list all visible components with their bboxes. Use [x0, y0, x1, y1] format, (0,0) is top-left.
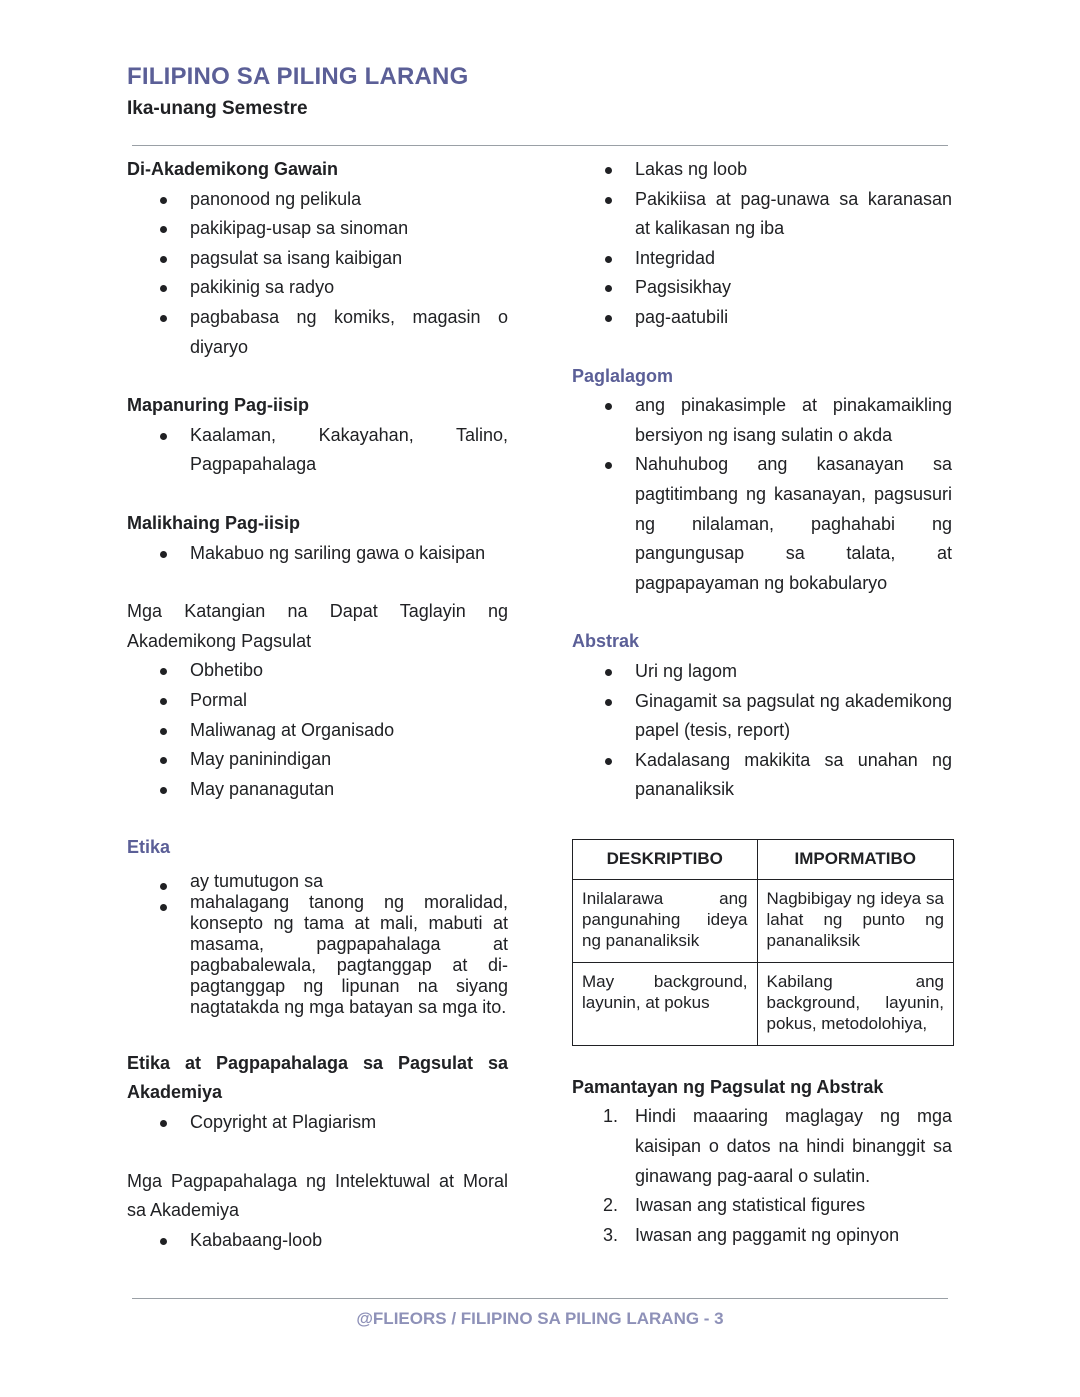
list-item: Copyright at Plagiarism [127, 1108, 508, 1138]
list-malikhaing [127, 539, 508, 569]
list-item: pakikinig sa radyo [127, 273, 508, 303]
list-abstrak [572, 657, 952, 805]
list-item: Pormal [127, 686, 508, 716]
list-number: 1. [603, 1106, 619, 1127]
list-item: Ginagamit sa pagsulat ng akademikong papel (tesis, report) [572, 687, 952, 746]
left-column [127, 155, 508, 1255]
list-item: Uri ng lagom [572, 657, 952, 687]
list-item [572, 1191, 952, 1221]
section-heading-mapanuring: Mapanuring Pag-iisip [127, 395, 310, 416]
list-item-text: Iwasan ang statistical figures [635, 1195, 866, 1216]
list-mapanuring [127, 421, 508, 480]
table-row [573, 879, 954, 962]
list-item: mahalagang tanong ng moralidad, konsepto ng tama at mali, mabuti at masama, pagpapahalaga at pagbabalewala, pagtanggap at di-pagtanggap ng lipunan na siyang nagtatakda ng mga batayan sa mga ito. [127, 892, 508, 1018]
table-cell: Nagbibigay ng ideya sa lahat ng punto ng pananaliksik [757, 879, 954, 962]
header-divider [132, 145, 948, 146]
list-item: panonood ng pelikula [127, 185, 508, 215]
list-item: Maliwanag at Organisado [127, 716, 508, 746]
list-number: 2. [603, 1195, 619, 1216]
list-item [572, 1102, 952, 1191]
table-cell: Kabilang ang background, layunin, pokus, metodolohiya, [757, 962, 954, 1045]
abstrak-comparison-table [572, 839, 954, 1046]
section-heading-paglalagom: Paglalagom [572, 365, 674, 386]
list-item: Lakas ng loob [572, 155, 952, 185]
page-subtitle: Ika-unang Semestre [127, 98, 308, 119]
section-intro-intelektuwal: Mga Pagpapahalaga ng Intelektuwal at Moral sa Akademiya [127, 1170, 508, 1221]
table-header-cell: IMPORMATIBO [757, 839, 954, 879]
right-column [572, 155, 952, 1250]
list-item: Integridad [572, 244, 952, 274]
list-item [572, 1221, 952, 1251]
list-item: pag-aatubili [572, 303, 952, 333]
list-item: Nahuhubog ang kasanayan sa pagtitimbang ng kasanayan, pagsusuri ng nilalaman, paghahabi ng pangungusap sa talata, at pagpapayaman ng bokabularyo [572, 450, 952, 598]
section-heading-etika: Etika [127, 837, 171, 858]
section-heading-etika-pagpapahalaga: Etika at Pagpapahalaga sa Pagsulat sa Akademiya [127, 1052, 508, 1103]
list-item-text: Hindi maaaring maglagay ng mga kaisipan o datos na hindi binanggit sa ginawang pag-aaral o sulatin. [635, 1106, 952, 1186]
page-title: FILIPINO SA PILING LARANG [127, 63, 469, 90]
section-intro-katangian: Mga Katangian na Dapat Taglayin ng Akademikong Pagsulat [127, 601, 508, 651]
list-item: ay tumutugon sa [127, 871, 508, 892]
list-etika-pagpapahalaga [127, 1108, 508, 1138]
table-header-cell: DESKRIPTIBO [573, 839, 758, 879]
list-etika [127, 871, 508, 1018]
list-paglalagom [572, 391, 952, 598]
list-item: pagsulat sa isang kaibigan [127, 244, 508, 274]
table-header-row [573, 839, 954, 879]
list-item: Pagsisikhay [572, 273, 952, 303]
list-continued-pagpapahalaga [572, 155, 952, 333]
list-di-akademiko [127, 185, 508, 363]
list-item: ang pinakasimple at pinakamaikling bersiyon ng isang sulatin o akda [572, 391, 952, 450]
list-katangian [127, 656, 508, 804]
section-heading-pamantayan: Pamantayan ng Pagsulat ng Abstrak [572, 1076, 884, 1097]
list-item-text: Iwasan ang paggamit ng opinyon [635, 1224, 900, 1245]
list-intelektuwal [127, 1226, 508, 1256]
list-item: pagbabasa ng komiks, magasin o diyaryo [127, 303, 508, 362]
table-cell: Inilalarawa ang pangunahing ideya ng pananaliksik [573, 879, 758, 962]
list-item: Makabuo ng sariling gawa o kaisipan [127, 539, 508, 569]
list-item: Obhetibo [127, 656, 508, 686]
list-item: Pakikiisa at pag-unawa sa karanasan at kalikasan ng iba [572, 185, 952, 244]
list-item: pakikipag-usap sa sinoman [127, 214, 508, 244]
list-item: Kadalasang makikita sa unahan ng pananaliksik [572, 746, 952, 805]
page-footer: @FLIEORS / FILIPINO SA PILING LARANG - 3 [356, 1309, 724, 1328]
list-item: Kababaang-loob [127, 1226, 508, 1256]
table-cell: May background, layunin, at pokus [573, 962, 758, 1045]
list-item: May pananagutan [127, 775, 508, 805]
table-row [573, 962, 954, 1045]
list-item: Kaalaman, Kakayahan, Talino, Pagpapahalaga [127, 421, 508, 480]
section-heading-malikhaing: Malikhaing Pag-iisip [127, 512, 301, 533]
list-item: May paninindigan [127, 745, 508, 775]
footer-divider [132, 1298, 948, 1299]
list-number: 3. [603, 1224, 619, 1245]
list-pamantayan [572, 1102, 952, 1250]
section-heading-abstrak: Abstrak [572, 631, 640, 652]
section-heading-di-akademiko: Di-Akademikong Gawain [127, 159, 339, 179]
